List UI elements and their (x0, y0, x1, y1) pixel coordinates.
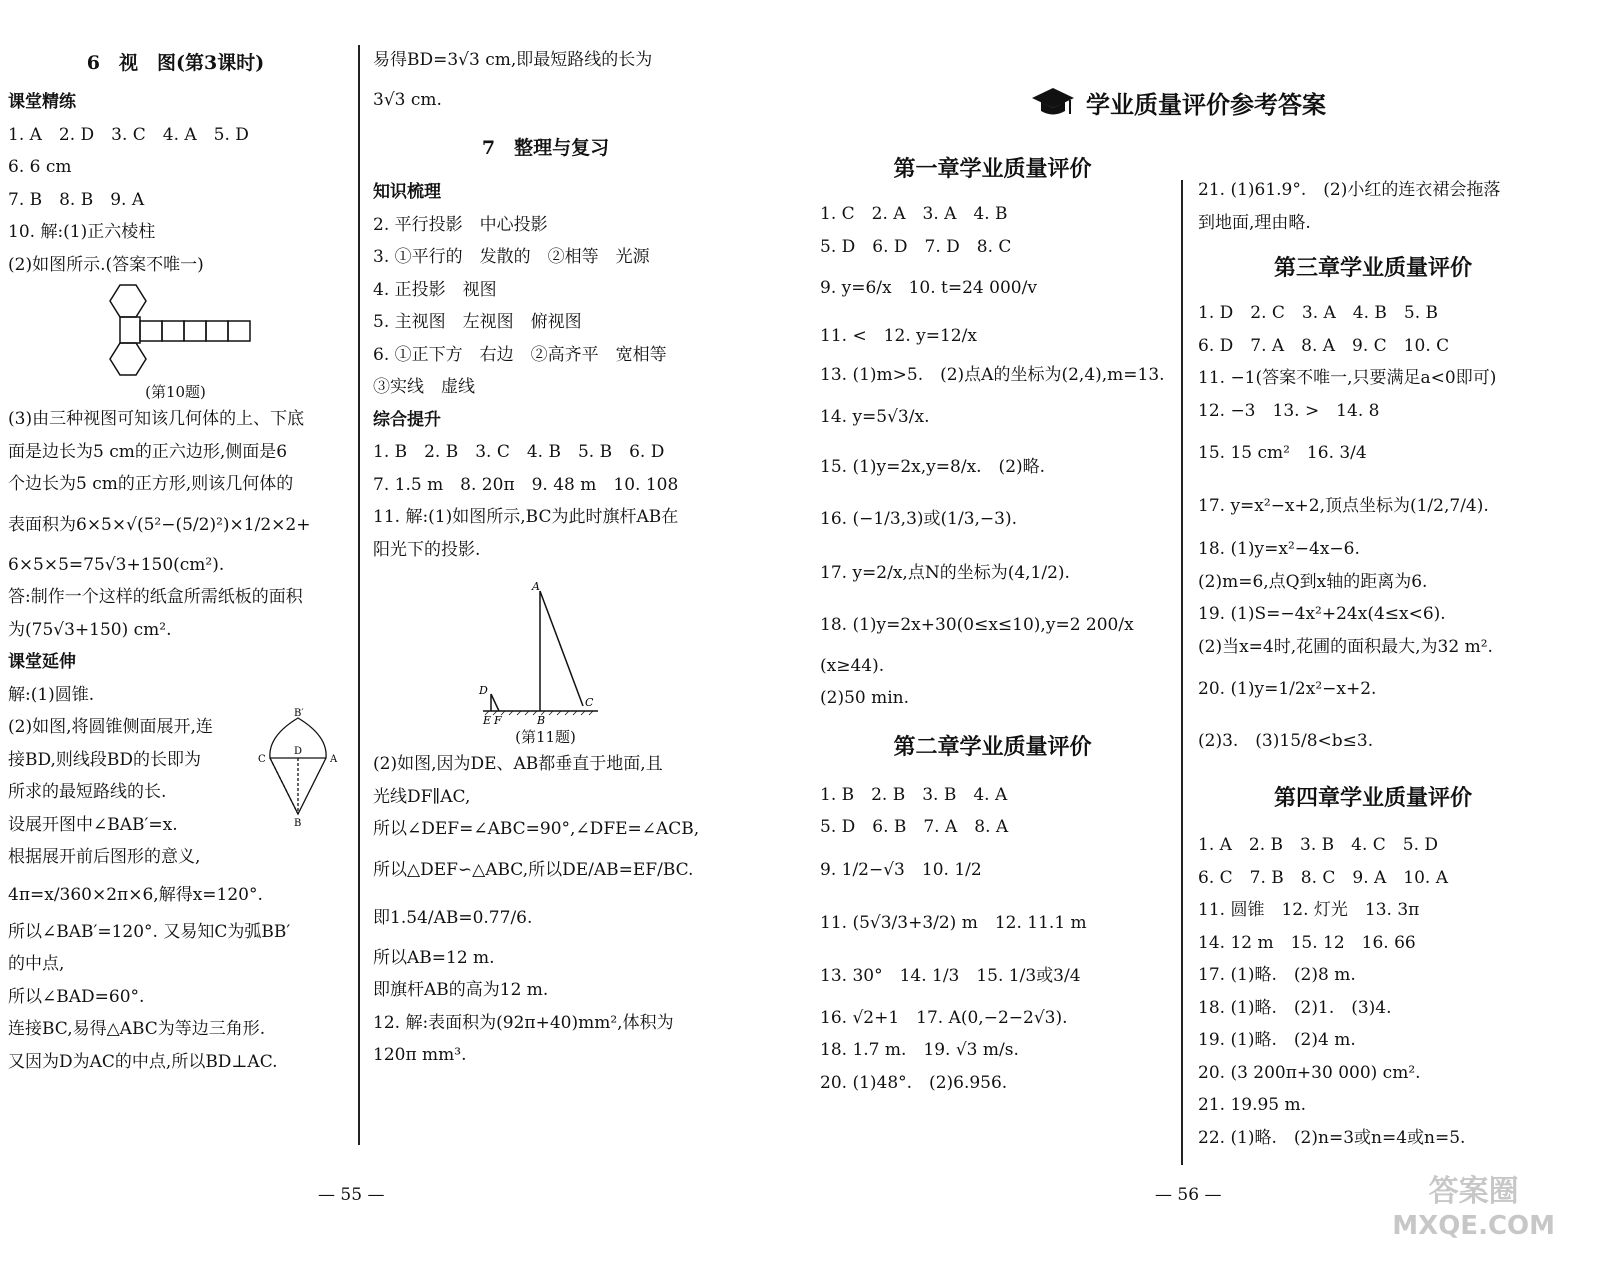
column-divider-left (358, 45, 360, 1145)
column-divider-right (1181, 180, 1183, 1165)
answer-line: 11. (5√3/3+3/2) m 12. 11.1 m (820, 912, 1087, 933)
answer-line: 根据展开前后图形的意义, (8, 847, 201, 867)
answer-line: 16. √2+1 17. A(0,−2−2√3). (820, 1007, 1068, 1028)
answer-line: 13. 30° 14. 1/3 15. 1/3或3/4 (820, 965, 1081, 986)
answer-line: 为(75√3+150) cm². (8, 619, 172, 640)
subheading: 知识梳理 (373, 182, 441, 202)
answer-line: 3√3 cm. (373, 90, 442, 110)
answer-line: 12. −3 13. > 14. 8 (1198, 400, 1380, 421)
answer-line: 18. (1)略. (2)1. (3)4. (1198, 997, 1392, 1018)
answer-line: 答:制作一个这样的纸盒所需纸板的面积 (8, 587, 303, 607)
answer-line: 6. C 7. B 8. C 9. A 10. A (1198, 867, 1448, 888)
page-number-right: — 56 — (1155, 1185, 1222, 1205)
subheading: 课堂精练 (8, 92, 76, 112)
answer-line: 17. y=2/x,点N的坐标为(4,1/2). (820, 562, 1070, 583)
answer-line: 11. 圆锥 12. 灯光 13. 3π (1198, 900, 1420, 920)
chapter-heading: 第三章学业质量评价 (1273, 255, 1472, 281)
label-b: B (537, 714, 546, 726)
answer-line: 设展开图中∠BAB′=x. (8, 814, 178, 835)
answer-line: 解:(1)圆锥. (8, 684, 95, 705)
answer-line: 7. B 8. B 9. A (8, 189, 145, 210)
answer-line: 即1.54/AB=0.77/6. (373, 907, 533, 928)
cone-unfolding-diagram (258, 706, 348, 826)
answer-line: 4. 正投影 视图 (373, 279, 497, 300)
answer-line: 11. 解:(1)如图所示,BC为此时旗杆AB在 (373, 507, 679, 527)
hexagonal-prism-net-diagram (8, 281, 343, 381)
watermark-logo: 答案圈 (1428, 1174, 1519, 1209)
answer-line: 20. (1)48°. (2)6.956. (820, 1072, 1008, 1093)
answer-line: 到地面,理由略. (1198, 212, 1311, 233)
answer-line: 6. D 7. A 8. A 9. C 10. C (1198, 335, 1450, 356)
answer-line: (2)如图,将圆锥侧面展开,连 (8, 717, 213, 737)
label-a: A (532, 580, 540, 593)
answer-line: 5. 主视图 左视图 俯视图 (373, 312, 582, 332)
answer-line: (2)如图,因为DE、AB都垂直于地面,且 (373, 754, 663, 774)
answer-line: 1. B 2. B 3. B 4. A (820, 784, 1008, 805)
answer-line: (2)3. (3)15/8<b≤3. (1198, 731, 1374, 751)
answer-line: 11. −1(答案不唯一,只要满足a<0即可) (1198, 368, 1497, 388)
answer-line: 10. 解:(1)正六棱柱 (8, 222, 156, 242)
answer-line: 9. y=6/x 10. t=24 000/v (820, 278, 1037, 298)
answer-line: 18. (1)y=x²−4x−6. (1198, 539, 1360, 559)
answer-line: 阳光下的投影. (373, 539, 481, 560)
flagpole-shadow-diagram (373, 566, 718, 726)
answer-line: 即旗杆AB的高为12 m. (373, 980, 549, 1000)
answer-line: 所以∠BAD=60°. (8, 986, 145, 1007)
answer-line: 120π mm³. (373, 1045, 467, 1065)
figure-caption: (第11题) (515, 728, 576, 746)
answer-line: 1. C 2. A 3. A 4. B (820, 204, 1008, 224)
label-d: D (294, 746, 303, 757)
figure-11-flagpole (373, 566, 718, 726)
chapter-heading: 第二章学业质量评价 (893, 733, 1092, 760)
label-c: C (258, 754, 266, 765)
answer-line: 5. D 6. B 7. A 8. A (820, 817, 1009, 837)
answer-line: 16. (−1/3,3)或(1/3,−3). (820, 508, 1018, 529)
chapter-heading: 第四章学业质量评价 (1273, 785, 1472, 811)
answer-line: 18. 1.7 m. 19. √3 m/s. (820, 1040, 1019, 1060)
answer-line: 15. (1)y=2x,y=8/x. (2)略. (820, 456, 1046, 477)
section-title: 6 视 图(第3课时) (86, 52, 265, 74)
answer-line: 15. 15 cm² 16. 3/4 (1198, 443, 1367, 463)
answer-key-banner (1030, 80, 1326, 124)
answer-line: (2)50 min. (820, 688, 910, 708)
answer-line: 21. 19.95 m. (1198, 1095, 1307, 1115)
answer-line: 个边长为5 cm的正方形,则该几何体的 (8, 474, 294, 494)
answer-line: 所求的最短路线的长. (8, 782, 167, 802)
answer-line: (2)如图所示.(答案不唯一) (8, 254, 204, 275)
left-page-column-1 (8, 40, 343, 1078)
chapter-heading: 第一章学业质量评价 (893, 156, 1092, 182)
answer-line: 2. 平行投影 中心投影 (373, 214, 548, 235)
answer-line: 22. (1)略. (2)n=3或n=4或n=5. (1198, 1127, 1466, 1148)
answer-line: 19. (1)S=−4x²+24x(4≤x<6). (1198, 604, 1446, 624)
section-title: 7 整理与复习 (481, 137, 610, 159)
answer-line: 9. 1/2−√3 10. 1/2 (820, 859, 982, 880)
answer-line: 6×5×5=75√3+150(cm²). (8, 554, 225, 575)
answer-line: 17. y=x²−x+2,顶点坐标为(1/2,7/4). (1198, 496, 1489, 516)
answer-line: 21. (1)61.9°. (2)小红的连衣裙会拖落 (1198, 180, 1501, 200)
answer-line: 6. 6 cm (8, 157, 72, 177)
answer-line: 4π=x/360×2π×6,解得x=120°. (8, 884, 263, 905)
watermark-url: MXQE.COM (1392, 1211, 1555, 1241)
label-c: C (585, 696, 594, 709)
answer-line: 18. (1)y=2x+30(0≤x≤10),y=2 200/x (820, 614, 1134, 635)
answer-line: (3)由三种视图可知该几何体的上、下底 (8, 409, 305, 429)
answer-line: 14. y=5√3/x. (820, 406, 930, 427)
page-number-left: — 55 — (318, 1185, 385, 1205)
answer-line: 的中点, (8, 954, 65, 974)
answer-line: 1. A 2. B 3. B 4. C 5. D (1198, 835, 1439, 855)
answer-line: (2)m=6,点Q到x轴的距离为6. (1198, 571, 1428, 592)
cone-problem-block (8, 708, 343, 841)
subheading: 课堂延伸 (8, 652, 76, 672)
label-f: F (494, 714, 502, 726)
answer-line: 又因为D为AC的中点,所以BD⊥AC. (8, 1051, 278, 1072)
answer-line: 11. < 12. y=12/x (820, 326, 977, 346)
answer-line: 17. (1)略. (2)8 m. (1198, 965, 1356, 985)
answer-line: 13. (1)m>5. (2)点A的坐标为(2,4),m=13. (820, 365, 1165, 385)
label-b-prime: B′ (294, 708, 304, 719)
answer-line: 19. (1)略. (2)4 m. (1198, 1030, 1356, 1050)
graduation-cap-icon (1030, 84, 1076, 120)
answer-line: 1. B 2. B 3. C 4. B 5. B 6. D (373, 442, 665, 462)
label-a: A (330, 754, 338, 765)
answer-line: 连接BC,易得△ABC为等边三角形. (8, 1019, 266, 1039)
left-page-column-2 (373, 40, 718, 1072)
label-e: E (483, 714, 492, 726)
answer-line: 6. ①正下方 右边 ②高齐平 宽相等 (373, 344, 667, 365)
answer-line: 1. D 2. C 3. A 4. B 5. B (1198, 303, 1439, 323)
label-b: B (294, 818, 302, 826)
answer-line: (x≥44). (820, 655, 885, 676)
label-d: D (479, 684, 488, 697)
answer-line: (2)当x=4时,花圃的面积最大,为32 m². (1198, 636, 1493, 657)
answer-line: 14. 12 m 15. 12 16. 66 (1198, 932, 1416, 953)
answer-line: 光线DF∥AC, (373, 786, 471, 807)
answer-line: 20. (1)y=1/2x²−x+2. (1198, 679, 1377, 699)
answer-line: 5. D 6. D 7. D 8. C (820, 236, 1012, 257)
answer-line: 所以∠BAB′=120°. 又易知C为弧BB′ (8, 921, 291, 942)
answer-line: 12. 解:表面积为(92π+40)mm²,体积为 (373, 1012, 674, 1033)
figure-caption: (第10题) (145, 383, 206, 401)
answer-line: 面是边长为5 cm的正六边形,侧面是6 (8, 441, 288, 462)
answer-line: ③实线 虚线 (373, 377, 475, 397)
right-page-column-2 (1198, 174, 1548, 1154)
answer-line: 所以∠DEF=∠ABC=90°,∠DFE=∠ACB, (373, 819, 700, 839)
answer-line: 3. ①平行的 发散的 ②相等 光源 (373, 247, 650, 267)
answer-line: 易得BD=3√3 cm,即最短路线的长为 (373, 50, 653, 70)
banner-title: 学业质量评价参考答案 (1086, 90, 1326, 119)
figure-10-net (8, 281, 343, 381)
answer-line: 接BD,则线段BD的长即为 (8, 749, 202, 770)
watermark (1392, 1175, 1555, 1243)
answer-line: 所以△DEF∽△ABC,所以DE/AB=EF/BC. (373, 859, 694, 880)
answer-line: 20. (3 200π+30 000) cm². (1198, 1062, 1421, 1083)
answer-line: 所以AB=12 m. (373, 947, 495, 968)
answer-line: 表面积为6×5×√(5²−(5/2)²)×1/2×2+ (8, 514, 311, 535)
answer-line: 7. 1.5 m 8. 20π 9. 48 m 10. 108 (373, 474, 679, 495)
right-page-column-1 (820, 140, 1165, 1099)
subheading: 综合提升 (373, 409, 441, 430)
answer-line: 1. A 2. D 3. C 4. A 5. D (8, 124, 249, 145)
